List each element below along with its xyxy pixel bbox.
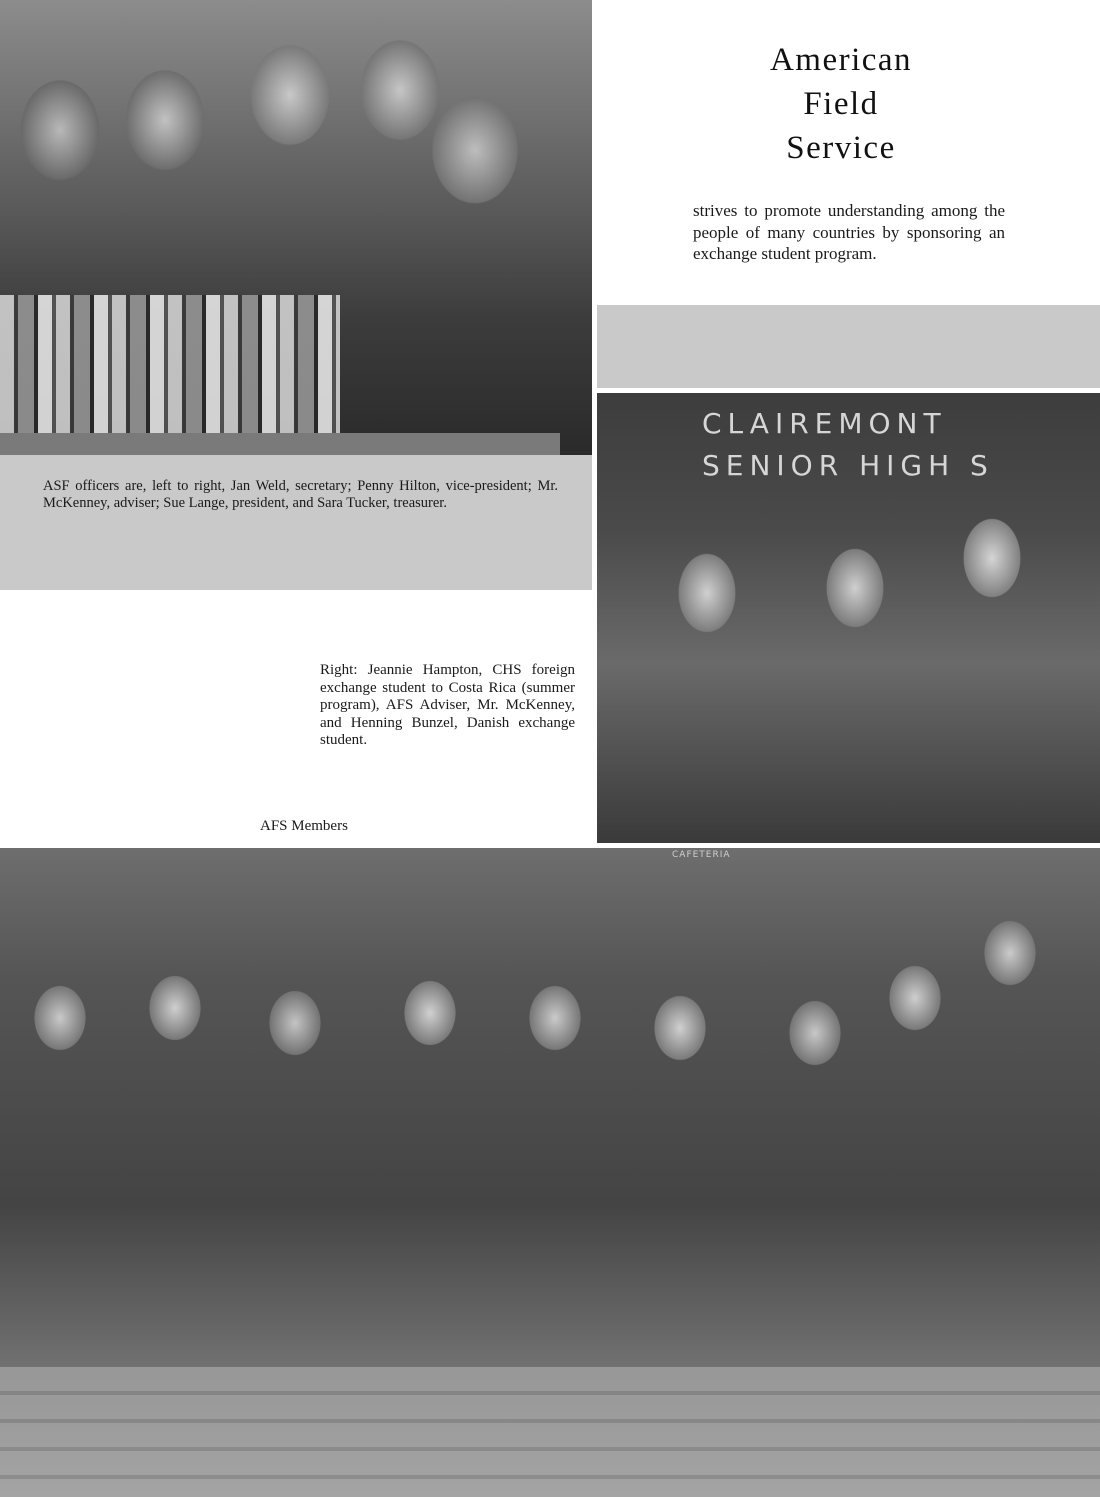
table-edge — [0, 433, 560, 455]
right-gray-band — [597, 305, 1100, 388]
page-title — [700, 38, 982, 170]
officers-caption: ASF officers are, left to right, Jan Weld, secretary; Penny Hilton, vice-president; Mr. McKenney, adviser; Sue Lange, president, and Sara Tucker, treasurer. — [43, 478, 558, 511]
members-caption: AFS Members — [260, 818, 348, 834]
trio-photo — [597, 393, 1100, 843]
books-row — [0, 295, 340, 440]
title-line-3: Service — [786, 130, 896, 166]
cafeteria-sign: CAFETERIA — [672, 850, 731, 860]
school-sign: CLAIREMONT SENIOR HIGH S — [702, 407, 994, 482]
title-line-1: American — [769, 42, 913, 78]
title-line-2: Field — [803, 86, 879, 122]
officers-caption-band — [0, 455, 592, 590]
steps — [0, 1367, 1100, 1497]
officers-photo — [0, 0, 592, 455]
members-group-photo — [0, 848, 1100, 1497]
trio-caption: Right: Jeannie Hampton, CHS foreign exchange student to Costa Rica (summer program), AFS Adviser, Mr. McKenney, and Henning Bunzel, Danish exchange student. — [320, 662, 575, 748]
intro-paragraph: strives to promote understanding among the people of many countries by sponsoring an exchange student program. — [693, 201, 1005, 263]
